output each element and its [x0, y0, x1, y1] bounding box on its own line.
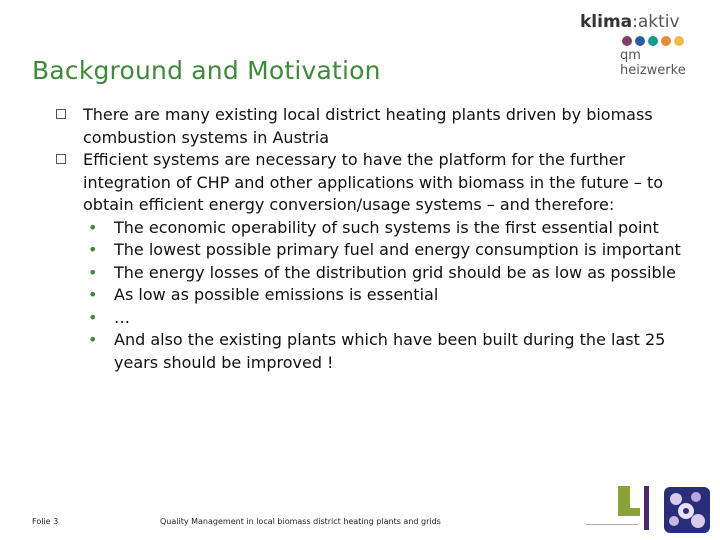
university-seal-logo: [664, 487, 710, 533]
dot-bullet-icon: •: [88, 330, 98, 349]
dot-bullet-icon: •: [88, 285, 98, 304]
dot-bullet-icon: •: [88, 262, 98, 282]
sub-bullet-item: [56, 217, 696, 240]
square-bullet-icon: [56, 154, 66, 164]
sub-bullet-text: And also the existing plants which have been built during the last 25 years should be improved !: [114, 330, 666, 372]
logo-subtitle: qm heizwerke: [620, 48, 686, 78]
bullet-item: [56, 149, 696, 217]
slide-number: Folie 3: [32, 517, 59, 526]
logo-dot: [661, 36, 671, 46]
logo-dots: [622, 36, 684, 46]
bullet-item: [56, 104, 696, 149]
slide-body: [56, 104, 696, 374]
sub-bullet-text: As low as possible emissions is essential: [114, 285, 439, 304]
dot-bullet-icon: •: [88, 240, 98, 259]
bullet-text: There are many existing local district heating plants driven by biomass combustion systems in Austria: [83, 105, 653, 147]
logo-dot: [635, 36, 645, 46]
sub-bullet-text: The energy losses of the distribution grid should be as low as possible: [114, 262, 676, 282]
square-bullet-icon: [56, 109, 66, 119]
sub-bullet-text: The lowest possible primary fuel and energy consumption is important: [114, 240, 681, 259]
sub-bullet-item: [56, 239, 696, 262]
footer-text: Quality Management in local biomass district heating plants and grids: [160, 517, 441, 526]
klima-aktiv-logo: [576, 12, 708, 78]
sub-bullet-item: [56, 262, 696, 285]
dot-bullet-icon: •: [88, 217, 98, 237]
sub-bullet-item: [56, 307, 696, 330]
sub-bullet-item: [56, 284, 696, 307]
institute-logo: [586, 486, 650, 530]
sub-bullet-text: The economic operability of such systems is the first essential point: [114, 217, 659, 237]
logo-word-light: :aktiv: [632, 12, 680, 32]
bullet-text: Efficient systems are necessary to have the platform for the further integration of CHP and other applications with biomass in the future – to obtain efficient energy conversion/usage systems – and therefore:: [83, 150, 664, 214]
logo-dot: [648, 36, 658, 46]
logo-dot: [622, 36, 632, 46]
sub-bullet-text: …: [114, 307, 130, 327]
sub-bullet-item: [56, 329, 696, 374]
logo-dot: [674, 36, 684, 46]
dot-bullet-icon: •: [88, 307, 98, 327]
seal-pattern-icon: [664, 487, 710, 533]
logo-word-bold: klima: [580, 12, 633, 32]
slide-title: Background and Motivation: [32, 56, 381, 85]
